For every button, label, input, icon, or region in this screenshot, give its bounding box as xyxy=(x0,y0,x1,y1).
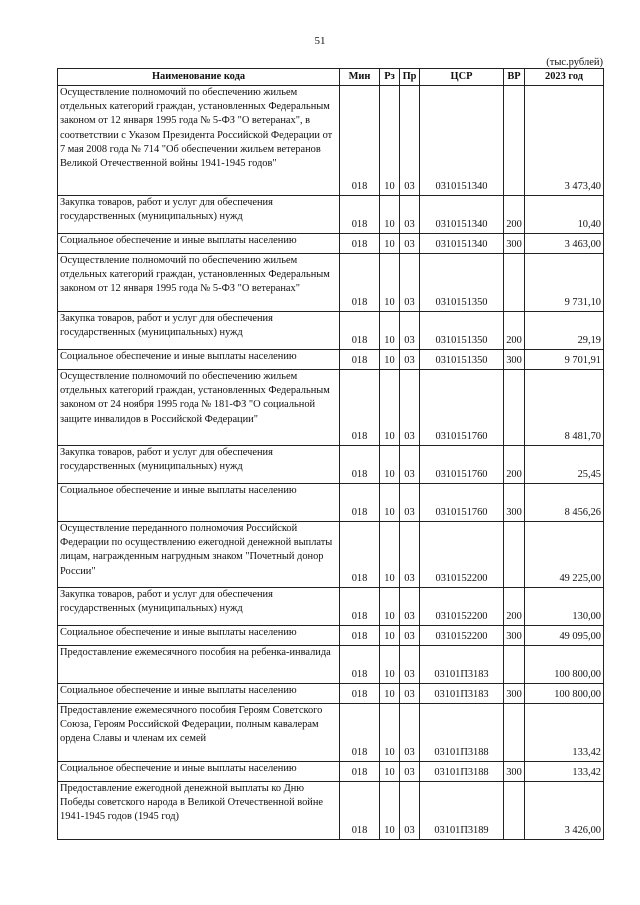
row-pr: 03 xyxy=(400,196,420,234)
table-row xyxy=(58,522,604,588)
row-vr: 300 xyxy=(504,350,525,370)
row-min: 018 xyxy=(340,254,380,312)
row-vr xyxy=(504,370,525,446)
row-sum: 49 225,00 xyxy=(525,522,604,588)
row-pr: 03 xyxy=(400,484,420,522)
row-pr: 03 xyxy=(400,350,420,370)
row-min: 018 xyxy=(340,522,380,588)
row-rz: 10 xyxy=(380,254,400,312)
row-rz: 10 xyxy=(380,350,400,370)
row-csr: 03101П3189 xyxy=(420,782,504,840)
row-rz: 10 xyxy=(380,646,400,684)
row-pr: 03 xyxy=(400,254,420,312)
row-name: Осуществление переданного полномочия Российской Федерации по осуществлению ежегодной денежной выплаты лицам, награжденным нагрудным знаком "Почетный донор России" xyxy=(58,522,340,588)
row-csr: 0310151760 xyxy=(420,446,504,484)
table-row xyxy=(58,626,604,646)
row-name: Осуществление полномочий по обеспечению жильем отдельных категорий граждан, установленных Федеральным законом от 12 января 1995 года № 5-ФЗ "О ветеранах", в соответствии с Указом Президента Российской Федерации от 7 мая 2008 года № 714 "Об обеспечении жильем ветеранов Великой Отечественной войны 1941-1945 годов" xyxy=(58,86,340,196)
row-csr: 0310151350 xyxy=(420,254,504,312)
row-rz: 10 xyxy=(380,446,400,484)
row-sum: 8 456,26 xyxy=(525,484,604,522)
row-csr: 0310151760 xyxy=(420,370,504,446)
row-name: Предоставление ежемесячного пособия на ребенка-инвалида xyxy=(58,646,340,684)
row-rz: 10 xyxy=(380,704,400,762)
row-csr: 0310152200 xyxy=(420,626,504,646)
row-pr: 03 xyxy=(400,684,420,704)
header-sum: 2023 год xyxy=(525,69,604,86)
row-pr: 03 xyxy=(400,762,420,782)
table-row xyxy=(58,446,604,484)
table-row xyxy=(58,370,604,446)
row-csr: 0310151350 xyxy=(420,350,504,370)
row-vr xyxy=(504,646,525,684)
table-row xyxy=(58,684,604,704)
row-csr: 0310151340 xyxy=(420,234,504,254)
row-sum: 100 800,00 xyxy=(525,646,604,684)
row-pr: 03 xyxy=(400,704,420,762)
row-rz: 10 xyxy=(380,312,400,350)
table-row xyxy=(58,196,604,234)
row-vr: 300 xyxy=(504,762,525,782)
row-sum: 49 095,00 xyxy=(525,626,604,646)
row-name: Социальное обеспечение и иные выплаты населению xyxy=(58,762,340,782)
row-vr: 300 xyxy=(504,626,525,646)
table-row xyxy=(58,312,604,350)
row-csr: 03101П3188 xyxy=(420,704,504,762)
row-rz: 10 xyxy=(380,626,400,646)
table-row xyxy=(58,484,604,522)
row-vr: 300 xyxy=(504,684,525,704)
row-sum: 8 481,70 xyxy=(525,370,604,446)
table-row xyxy=(58,350,604,370)
row-pr: 03 xyxy=(400,370,420,446)
row-rz: 10 xyxy=(380,588,400,626)
row-csr: 0310152200 xyxy=(420,588,504,626)
row-sum: 10,40 xyxy=(525,196,604,234)
row-csr: 03101П3188 xyxy=(420,762,504,782)
row-vr: 200 xyxy=(504,446,525,484)
row-sum: 133,42 xyxy=(525,704,604,762)
row-name: Социальное обеспечение и иные выплаты населению xyxy=(58,626,340,646)
row-vr: 300 xyxy=(504,234,525,254)
row-min: 018 xyxy=(340,782,380,840)
row-min: 018 xyxy=(340,234,380,254)
row-sum: 100 800,00 xyxy=(525,684,604,704)
row-sum: 25,45 xyxy=(525,446,604,484)
row-pr: 03 xyxy=(400,86,420,196)
row-name: Осуществление полномочий по обеспечению жильем отдельных категорий граждан, установленных Федеральным законом от 24 ноября 1995 года № 181-ФЗ "О социальной защите инвалидов в Российской Федерации" xyxy=(58,370,340,446)
row-name: Социальное обеспечение и иные выплаты населению xyxy=(58,684,340,704)
row-rz: 10 xyxy=(380,234,400,254)
table-row xyxy=(58,234,604,254)
row-csr: 0310151340 xyxy=(420,86,504,196)
row-csr: 0310151350 xyxy=(420,312,504,350)
table-row xyxy=(58,588,604,626)
row-sum: 130,00 xyxy=(525,588,604,626)
row-rz: 10 xyxy=(380,370,400,446)
row-name: Предоставление ежегодной денежной выплаты ко Дню Победы советского народа в Великой Отечественной войне 1941-1945 годов (1945 год) xyxy=(58,782,340,840)
header-csr: ЦСР xyxy=(420,69,504,86)
row-name: Закупка товаров, работ и услуг для обеспечения государственных (муниципальных) нужд xyxy=(58,446,340,484)
units-label: (тыс.рублей) xyxy=(546,57,603,68)
row-name: Социальное обеспечение и иные выплаты населению xyxy=(58,350,340,370)
row-name: Закупка товаров, работ и услуг для обеспечения государственных (муниципальных) нужд xyxy=(58,312,340,350)
row-min: 018 xyxy=(340,704,380,762)
row-vr xyxy=(504,254,525,312)
row-min: 018 xyxy=(340,446,380,484)
row-min: 018 xyxy=(340,484,380,522)
table-row xyxy=(58,782,604,840)
row-min: 018 xyxy=(340,86,380,196)
header-min: Мин xyxy=(340,69,380,86)
row-sum: 133,42 xyxy=(525,762,604,782)
row-min: 018 xyxy=(340,196,380,234)
row-pr: 03 xyxy=(400,646,420,684)
row-min: 018 xyxy=(340,370,380,446)
row-min: 018 xyxy=(340,646,380,684)
row-pr: 03 xyxy=(400,782,420,840)
row-min: 018 xyxy=(340,350,380,370)
row-vr xyxy=(504,782,525,840)
row-pr: 03 xyxy=(400,522,420,588)
row-vr xyxy=(504,704,525,762)
row-csr: 03101П3183 xyxy=(420,684,504,704)
row-vr: 200 xyxy=(504,588,525,626)
header-vr: ВР xyxy=(504,69,525,86)
row-name: Социальное обеспечение и иные выплаты населению xyxy=(58,484,340,522)
table-row xyxy=(58,762,604,782)
row-sum: 9 701,91 xyxy=(525,350,604,370)
row-pr: 03 xyxy=(400,312,420,350)
row-vr xyxy=(504,86,525,196)
row-rz: 10 xyxy=(380,762,400,782)
row-sum: 29,19 xyxy=(525,312,604,350)
row-name: Закупка товаров, работ и услуг для обеспечения государственных (муниципальных) нужд xyxy=(58,196,340,234)
row-min: 018 xyxy=(340,626,380,646)
row-pr: 03 xyxy=(400,234,420,254)
table-row xyxy=(58,646,604,684)
row-vr: 200 xyxy=(504,196,525,234)
row-sum: 9 731,10 xyxy=(525,254,604,312)
row-vr: 300 xyxy=(504,484,525,522)
row-rz: 10 xyxy=(380,522,400,588)
page-number: 51 xyxy=(314,35,326,47)
row-sum: 3 426,00 xyxy=(525,782,604,840)
row-min: 018 xyxy=(340,312,380,350)
row-rz: 10 xyxy=(380,196,400,234)
row-vr: 200 xyxy=(504,312,525,350)
header-row xyxy=(58,69,604,86)
row-min: 018 xyxy=(340,762,380,782)
table-row xyxy=(58,254,604,312)
row-pr: 03 xyxy=(400,588,420,626)
row-sum: 3 473,40 xyxy=(525,86,604,196)
row-min: 018 xyxy=(340,588,380,626)
row-sum: 3 463,00 xyxy=(525,234,604,254)
row-csr: 0310151340 xyxy=(420,196,504,234)
row-name: Осуществление полномочий по обеспечению жильем отдельных категорий граждан, установленных Федеральным законом от 12 января 1995 года № 5-ФЗ "О ветеранах" xyxy=(58,254,340,312)
row-rz: 10 xyxy=(380,684,400,704)
row-csr: 0310151760 xyxy=(420,484,504,522)
row-name: Социальное обеспечение и иные выплаты населению xyxy=(58,234,340,254)
table-row xyxy=(58,704,604,762)
row-rz: 10 xyxy=(380,86,400,196)
header-name: Наименование кода xyxy=(58,69,340,86)
row-pr: 03 xyxy=(400,626,420,646)
row-csr: 0310152200 xyxy=(420,522,504,588)
budget-table xyxy=(57,68,604,840)
row-min: 018 xyxy=(340,684,380,704)
header-rz: Рз xyxy=(380,69,400,86)
header-pr: Пр xyxy=(400,69,420,86)
row-rz: 10 xyxy=(380,782,400,840)
row-rz: 10 xyxy=(380,484,400,522)
table-row xyxy=(58,86,604,196)
row-name: Закупка товаров, работ и услуг для обеспечения государственных (муниципальных) нужд xyxy=(58,588,340,626)
row-name: Предоставление ежемесячного пособия Героям Советского Союза, Героям Российской Федерации, полным кавалерам ордена Славы и членам их семей xyxy=(58,704,340,762)
row-pr: 03 xyxy=(400,446,420,484)
row-vr xyxy=(504,522,525,588)
row-csr: 03101П3183 xyxy=(420,646,504,684)
